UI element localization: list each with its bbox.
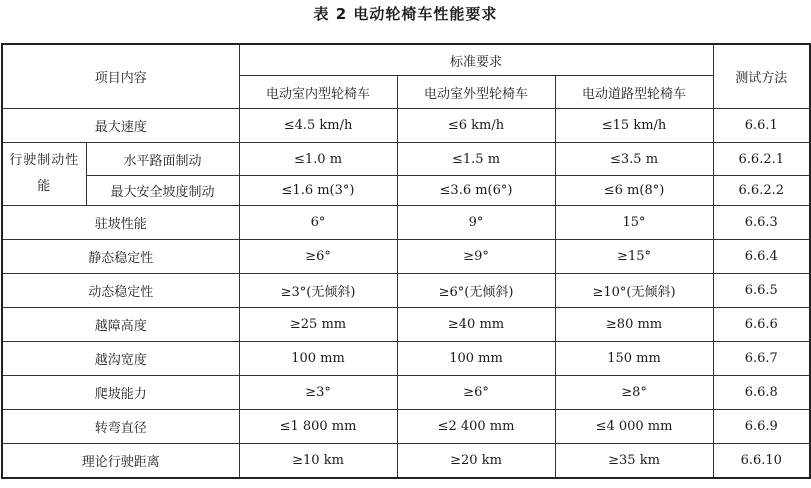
cell-method: 6.6.9 xyxy=(713,410,810,444)
row-label: 爬坡能力 xyxy=(2,376,239,410)
cell-method: 6.6.10 xyxy=(713,444,810,479)
cell-indoor: ≥6° xyxy=(239,240,397,274)
cell-road: ≥80 mm xyxy=(555,308,713,342)
row-label: 转弯直径 xyxy=(2,410,239,444)
cell-road: ≤15 km/h xyxy=(555,109,713,143)
cell-indoor: ≥3° xyxy=(239,376,397,410)
header-outdoor: 电动室外型轮椅车 xyxy=(397,76,555,109)
cell-outdoor: ≥9° xyxy=(397,240,555,274)
cell-outdoor: ≥6°(无倾斜) xyxy=(397,274,555,308)
cell-outdoor: ≤2 400 mm xyxy=(397,410,555,444)
row-label: 越障高度 xyxy=(2,308,239,342)
cell-indoor: ≤1.0 m xyxy=(239,143,397,176)
row-label: 驻坡性能 xyxy=(2,206,239,240)
cell-method: 6.6.8 xyxy=(713,376,810,410)
performance-table xyxy=(1,43,811,479)
row-label: 最大安全坡度制动 xyxy=(86,176,239,206)
cell-method: 6.6.5 xyxy=(713,274,810,308)
table-row xyxy=(2,176,810,206)
cell-road: ≥8° xyxy=(555,376,713,410)
row-label: 水平路面制动 xyxy=(86,143,239,176)
group-label-braking: 行驶制动性能 xyxy=(2,143,86,206)
table-row xyxy=(2,308,810,342)
table-row xyxy=(2,410,810,444)
row-label: 动态稳定性 xyxy=(2,274,239,308)
table-row xyxy=(2,342,810,376)
cell-indoor: ≤1.6 m(3°) xyxy=(239,176,397,206)
table-row xyxy=(2,109,810,143)
cell-outdoor: 100 mm xyxy=(397,342,555,376)
cell-method: 6.6.3 xyxy=(713,206,810,240)
table-row xyxy=(2,240,810,274)
cell-road: ≥15° xyxy=(555,240,713,274)
cell-indoor: ≥25 mm xyxy=(239,308,397,342)
cell-road: ≥10°(无倾斜) xyxy=(555,274,713,308)
cell-outdoor: ≤1.5 m xyxy=(397,143,555,176)
header-item: 项目内容 xyxy=(2,44,239,109)
cell-road: ≤4 000 mm xyxy=(555,410,713,444)
table-row xyxy=(2,143,810,176)
cell-method: 6.6.2.2 xyxy=(713,176,810,206)
table-row xyxy=(2,444,810,479)
row-label: 最大速度 xyxy=(2,109,239,143)
cell-outdoor: ≥40 mm xyxy=(397,308,555,342)
cell-indoor: ≤4.5 km/h xyxy=(239,109,397,143)
row-label: 理论行驶距离 xyxy=(2,444,239,479)
cell-road: ≤3.5 m xyxy=(555,143,713,176)
cell-outdoor: ≤3.6 m(6°) xyxy=(397,176,555,206)
table-row xyxy=(2,376,810,410)
table-row xyxy=(2,206,810,240)
header-standard: 标准要求 xyxy=(239,44,713,76)
cell-road: 150 mm xyxy=(555,342,713,376)
header-method: 测试方法 xyxy=(713,44,810,109)
cell-indoor: ≥10 km xyxy=(239,444,397,479)
cell-method: 6.6.7 xyxy=(713,342,810,376)
cell-indoor: 6° xyxy=(239,206,397,240)
cell-method: 6.6.1 xyxy=(713,109,810,143)
cell-outdoor: ≥6° xyxy=(397,376,555,410)
header-indoor: 电动室内型轮椅车 xyxy=(239,76,397,109)
cell-indoor: 100 mm xyxy=(239,342,397,376)
row-label: 静态稳定性 xyxy=(2,240,239,274)
cell-method: 6.6.2.1 xyxy=(713,143,810,176)
cell-outdoor: ≤6 km/h xyxy=(397,109,555,143)
cell-outdoor: 9° xyxy=(397,206,555,240)
table-caption: 表 2 电动轮椅车性能要求 xyxy=(313,5,498,23)
cell-road: ≤6 m(8°) xyxy=(555,176,713,206)
cell-road: 15° xyxy=(555,206,713,240)
header-row-1 xyxy=(2,44,810,76)
cell-outdoor: ≥20 km xyxy=(397,444,555,479)
row-label: 越沟宽度 xyxy=(2,342,239,376)
cell-road: ≥35 km xyxy=(555,444,713,479)
cell-method: 6.6.4 xyxy=(713,240,810,274)
cell-indoor: ≥3°(无倾斜) xyxy=(239,274,397,308)
cell-indoor: ≤1 800 mm xyxy=(239,410,397,444)
cell-method: 6.6.6 xyxy=(713,308,810,342)
header-road: 电动道路型轮椅车 xyxy=(555,76,713,109)
table-row xyxy=(2,274,810,308)
